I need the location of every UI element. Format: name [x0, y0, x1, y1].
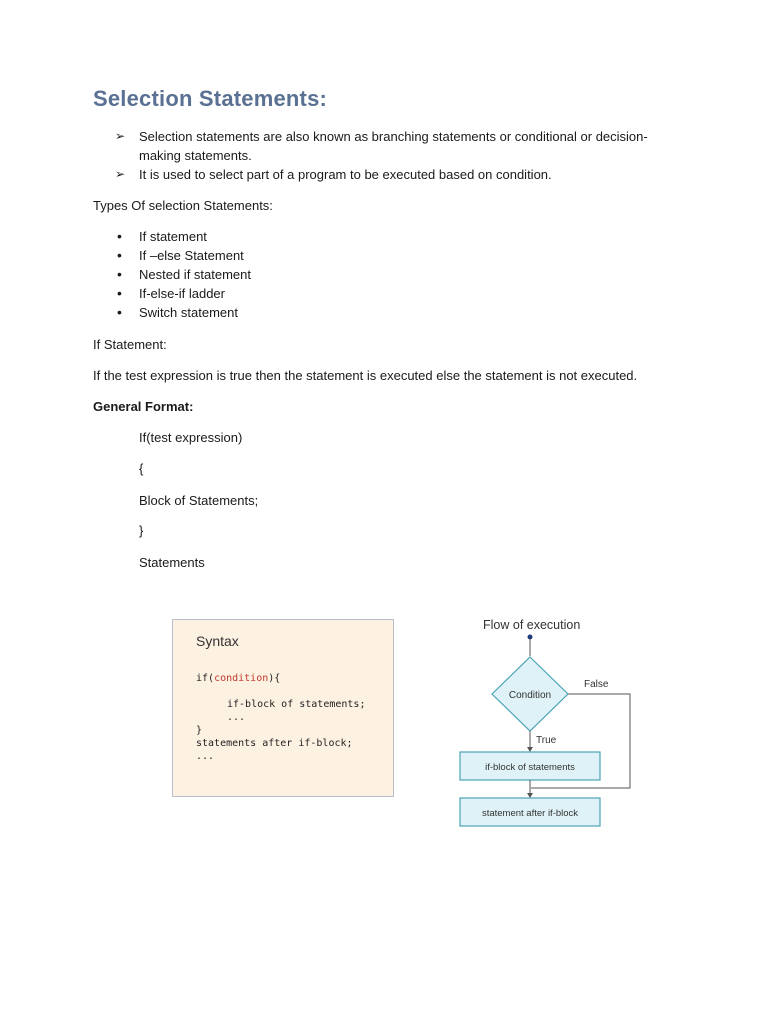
bullet-dot-icon: • [117, 304, 122, 320]
code-line-after: statements after if-block; [196, 738, 353, 749]
arrow-true-icon [527, 747, 533, 752]
list-item: If statement [139, 229, 207, 244]
bullet-dot-icon: • [117, 247, 122, 263]
flowchart-title: Flow of execution [483, 618, 581, 632]
code-line-block: if-block of statements; [227, 699, 366, 710]
format-line: } [139, 523, 144, 538]
types-label: Types Of selection Statements: [93, 198, 273, 213]
code-keyword: if( [196, 673, 215, 684]
false-label: False [584, 679, 609, 690]
general-format-label: General Format: [93, 399, 194, 414]
bullet-dot-icon: • [117, 285, 122, 301]
code-line-ellipsis: ... [227, 712, 246, 723]
code-line-close: } [196, 725, 203, 736]
if-heading: If Statement: [93, 337, 167, 352]
format-line: Block of Statements; [139, 493, 259, 508]
list-item: If –else Statement [139, 248, 244, 263]
list-item: Nested if statement [139, 267, 251, 282]
arrow-bullet-icon: ➢ [115, 167, 126, 181]
after-block-label: statement after if-block [481, 808, 579, 819]
format-line: { [139, 461, 144, 476]
if-description: If the test expression is true then the statement is executed else the statement is not executed. [93, 368, 638, 383]
intro-bullet-1-line1: Selection statements are also known as branching statements or conditional or decision- [139, 129, 648, 144]
condition-label: Condition [508, 690, 552, 701]
bullet-dot-icon: • [117, 228, 122, 244]
if-block-label: if-block of statements [485, 762, 575, 773]
page-title: Selection Statements: [93, 86, 328, 111]
code-brace: ){ [268, 673, 281, 684]
code-line-ellipsis-2: ... [196, 751, 215, 762]
format-line: If(test expression) [139, 430, 243, 445]
intro-bullet-1-line2: making statements. [139, 148, 252, 163]
intro-bullet-2: It is used to select part of a program to be executed based on condition. [139, 167, 552, 182]
true-label: True [536, 735, 557, 746]
arrow-after-icon [527, 793, 533, 798]
arrow-bullet-icon: ➢ [115, 129, 126, 143]
start-dot [528, 635, 533, 640]
format-line: Statements [139, 555, 205, 570]
list-item: If-else-if ladder [139, 286, 225, 301]
syntax-title: Syntax [196, 633, 239, 649]
code-condition: condition [214, 673, 269, 684]
list-item: Switch statement [139, 305, 238, 320]
bullet-dot-icon: • [117, 266, 122, 282]
